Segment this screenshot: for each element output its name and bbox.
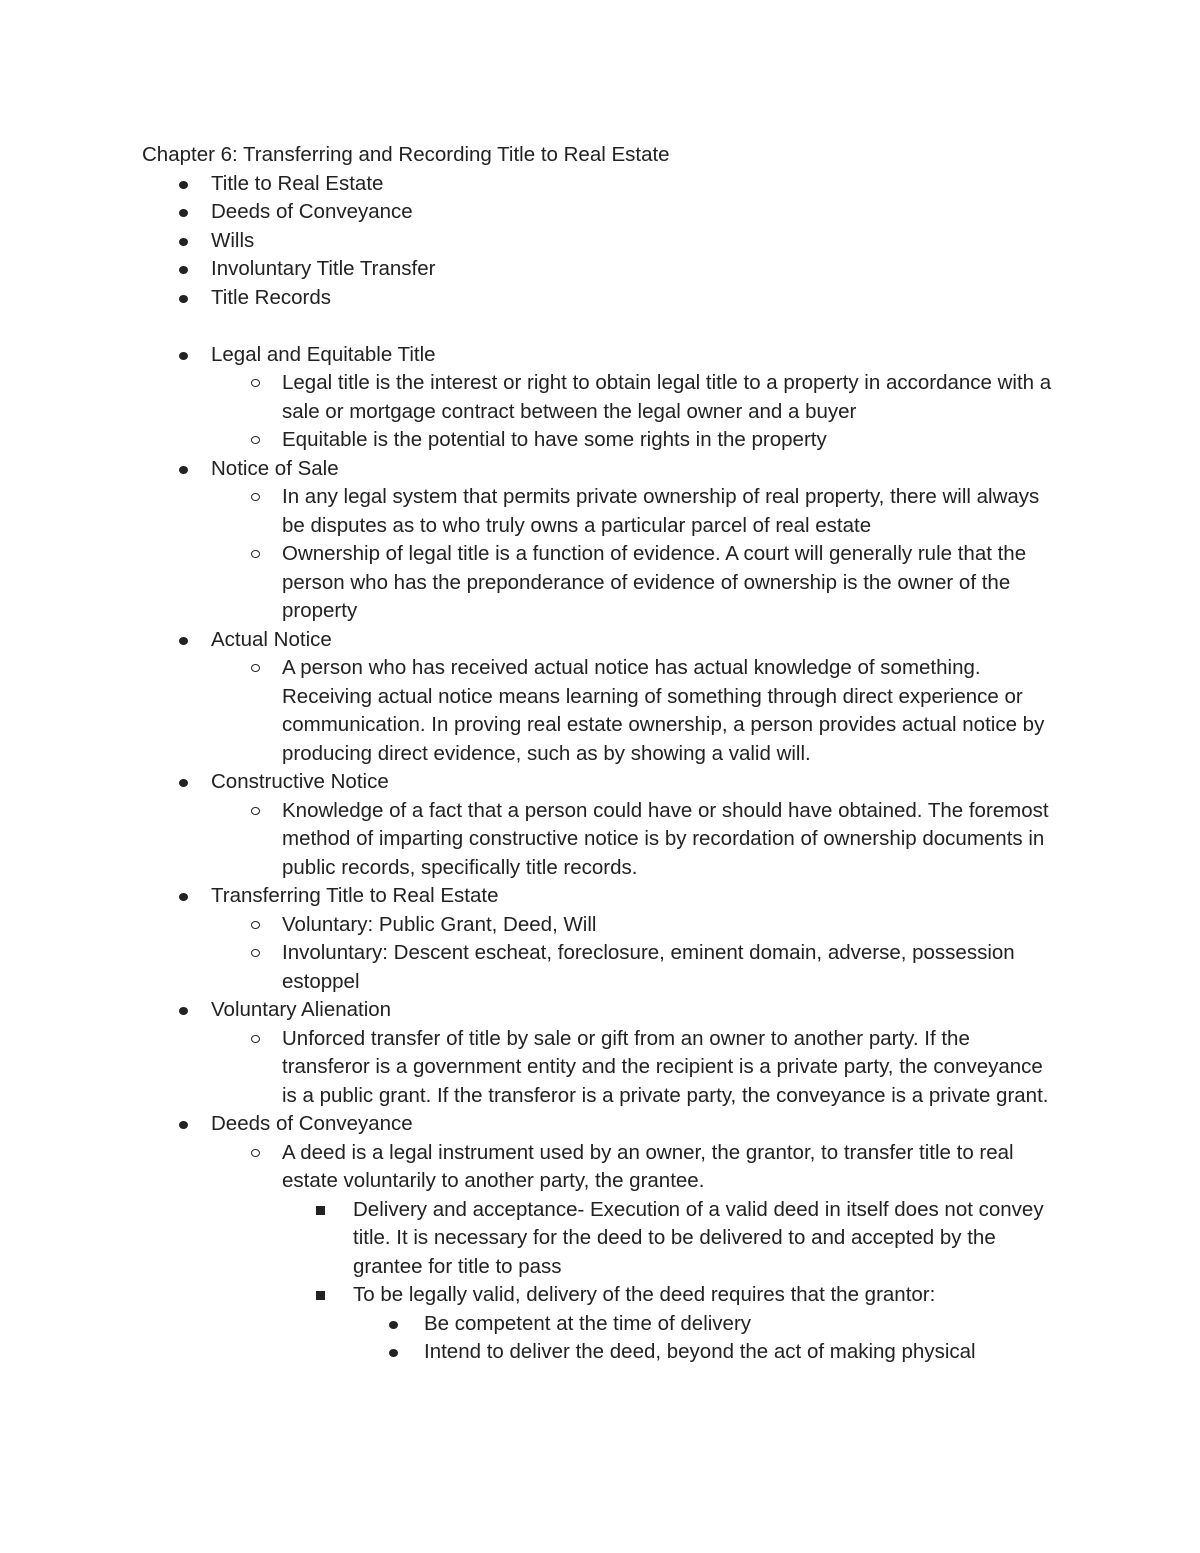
section-heading: Actual Notice [211,627,332,651]
bullet-icon [179,466,188,474]
deed-subpoint: To be legally valid, delivery of the deed requires that the grantor: Be competent at the time of delivery Intend to deliver the deed, beyond the act of making physical [282,1281,1062,1367]
deed-subpoint: Delivery and acceptance- Execution of a valid deed in itself does not convey title. It is necessary for the deed to be delivered to and accepted by the grantee for title to pass [282,1196,1062,1282]
bullet-icon [179,637,188,645]
overview-item: Title Records [142,284,1062,313]
section-heading: Transferring Title to Real Estate [211,884,499,907]
hollow-bullet-icon [251,493,260,501]
section-point: Unforced transfer of title by sale or gift from an owner to another party. If the transferor is a government entity and the recipient is a private party, the conveyance is a public grant. If the transferor is a private party, the conveyance is a private grant. [211,1025,1062,1111]
bullet-icon [179,238,188,246]
section-point: Legal title is the interest or right to obtain legal title to a property in accordance with a sale or mortgage contract between the legal owner and a buyer [211,369,1062,426]
hollow-bullet-icon [251,379,260,387]
section-constructive-notice [142,768,1062,882]
document-body [142,141,1062,1367]
section-actual-notice [142,626,1062,769]
section-point: Ownership of legal title is a function of evidence. A court will generally rule that the person who has the preponderance of evidence of ownership is the owner of the property [211,540,1062,626]
bullet-icon [179,1007,188,1015]
notes-list [142,341,1062,1367]
hollow-bullet-icon [251,550,260,558]
bullet-icon [179,209,188,217]
bullet-icon [179,266,188,274]
section-transferring-title [142,882,1062,996]
section-deeds-of-conveyance [142,1110,1062,1367]
hollow-bullet-icon [251,1035,260,1043]
section-points [280,911,1062,997]
blank-line [142,312,1062,341]
section-notice-of-sale [142,455,1062,626]
section-heading: Constructive Notice [211,770,389,793]
square-bullet-icon [316,1291,325,1300]
bullet-icon [179,352,188,360]
chapter-title: Chapter 6: Transferring and Recording Title to Real Estate [142,143,670,166]
bullet-icon [389,1321,398,1329]
square-bullet-icon [316,1206,325,1215]
section-point: Voluntary: Public Grant, Deed, Will [211,911,1062,940]
section-heading: Deeds of Conveyance [211,1112,413,1135]
section-point: A person who has received actual notice has actual knowledge of something. Receiving actual notice means learning of something through direct experience or communication. In proving real estate ownership, a person provides actual notice by producing direct evidence, such as by showing a valid will. [211,654,1062,768]
section-point: A deed is a legal instrument used by an owner, the grantor, to transfer title to real estate voluntarily to another party, the grantee. Delivery and acceptance- Execution of a valid deed in itself does not convey title. It is necessary for the deed to be delivered to and accepted by the grantee for title to pass To be legally valid, delivery of the deed requires that the grantor: Be competent at the time of delivery Intend to deliver the deed, beyond the act of making physical [211,1139,1062,1367]
deed-subpoints [353,1196,1062,1367]
delivery-requirement: Be competent at the time of delivery [353,1310,1062,1339]
hollow-bullet-icon [251,949,260,957]
hollow-bullet-icon [251,1149,260,1157]
section-heading: Notice of Sale [211,456,339,480]
section-legal-equitable-title [142,341,1062,455]
overview-item: Deeds of Conveyance [142,198,1062,227]
hollow-bullet-icon [251,921,260,929]
overview-list [142,170,1062,313]
bullet-icon [179,893,188,901]
section-points [280,483,1062,626]
delivery-requirement: Intend to deliver the deed, beyond the act of making physical [353,1338,1062,1367]
section-point: Equitable is the potential to have some rights in the property [211,426,1062,455]
bullet-icon [389,1349,398,1357]
bullet-icon [179,181,188,189]
bullet-icon [179,1121,188,1129]
section-points [280,369,1062,455]
delivery-requirements [424,1310,1062,1367]
section-voluntary-alienation [142,996,1062,1110]
section-point: Knowledge of a fact that a person could have or should have obtained. The foremost method of imparting constructive notice is by recordation of ownership documents in public records, specifically title records. [211,797,1062,883]
bullet-icon [179,295,188,303]
section-points [280,1025,1062,1111]
section-points [280,654,1062,768]
section-points [280,1139,1062,1367]
section-point: Involuntary: Descent escheat, foreclosure, eminent domain, adverse, possession estoppel [211,939,1062,996]
hollow-bullet-icon [251,664,260,672]
section-points [280,797,1062,883]
overview-item: Involuntary Title Transfer [142,255,1062,284]
overview-item: Title to Real Estate [142,170,1062,199]
hollow-bullet-icon [251,807,260,815]
section-heading: Legal and Equitable Title [211,342,436,366]
bullet-icon [179,779,188,787]
overview-item: Wills [142,227,1062,256]
section-heading: Voluntary Alienation [211,998,392,1021]
hollow-bullet-icon [251,436,260,444]
section-point: In any legal system that permits private ownership of real property, there will always be disputes as to who truly owns a particular parcel of real estate [211,483,1062,540]
